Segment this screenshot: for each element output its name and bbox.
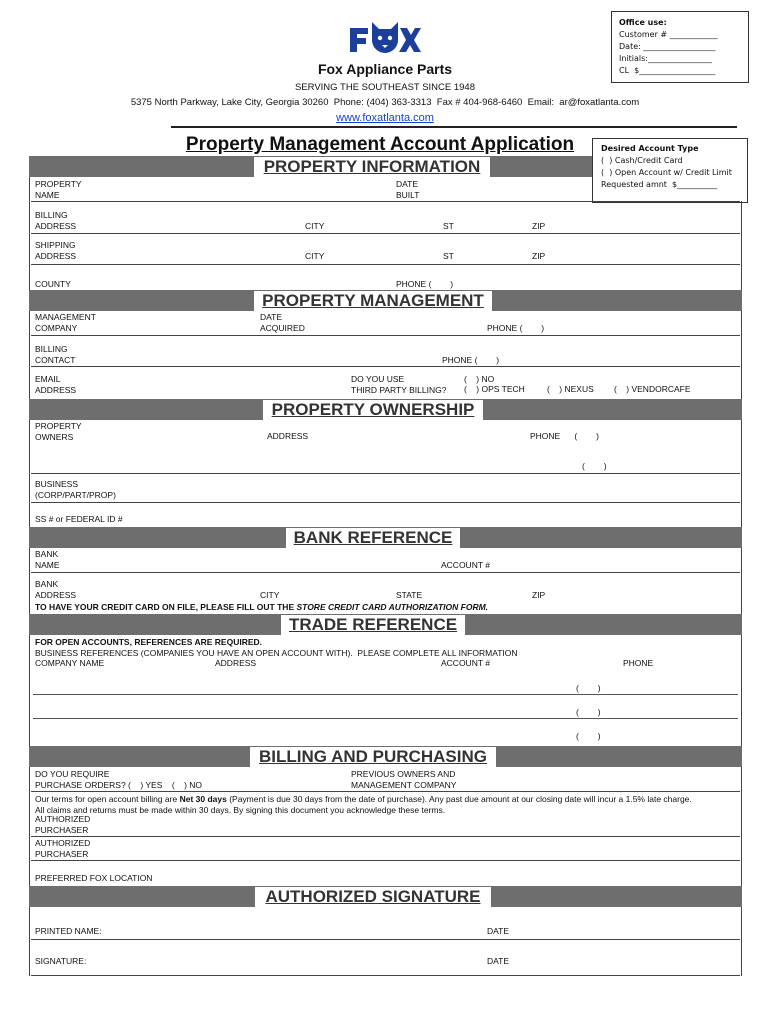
owner-address-label: ADDRESS — [267, 431, 309, 441]
fox-logo — [348, 16, 422, 56]
property-name-label: PROPERTY NAME — [35, 179, 82, 200]
tagline: SERVING THE SOUTHEAST SINCE 1948 — [294, 82, 476, 93]
city-label: CITY — [305, 251, 325, 261]
section-title-trade-ref: TRADE REFERENCE — [281, 615, 465, 635]
vendorcafe-option[interactable]: ( ) VENDORCAFE — [614, 384, 691, 394]
references-required-note: FOR OPEN ACCOUNTS, REFERENCES ARE REQUIRED. — [35, 637, 263, 647]
ops-tech-option[interactable]: ( ) OPS TECH — [464, 384, 525, 394]
form-border-left — [29, 156, 30, 976]
billing-contact-label: BILLING CONTACT — [35, 344, 76, 365]
date-acquired-label: DATE ACQUIRED — [260, 312, 305, 333]
row-line — [31, 502, 740, 503]
section-title-property-mgmt: PROPERTY MANAGEMENT — [254, 291, 492, 311]
trade-ref-phone-2: ( ) — [576, 707, 601, 717]
phone-label: PHONE ( ) — [442, 355, 500, 365]
preferred-location-label: PREFERRED FOX LOCATION — [35, 873, 153, 883]
billing-address-label: BILLING ADDRESS — [35, 210, 77, 231]
email-address-label: EMAIL ADDRESS — [35, 374, 77, 395]
terms-text-b: (Payment is due 30 days from the date of purchase). Any past due amount at our closing date will incur a 1.5% late charge. All claims and returns must be made within 30 days. By signing this document you acknowledge these terms. — [35, 794, 692, 815]
authorized-purchaser-label: AUTHORIZED PURCHASER — [35, 838, 91, 859]
row-line — [31, 335, 740, 336]
bank-address-label: BANK ADDRESS — [35, 579, 77, 600]
credit-card-note — [35, 602, 488, 612]
col-address: ADDRESS — [215, 658, 257, 668]
requested-amount-field[interactable]: Requested amnt $__________ — [601, 180, 718, 189]
row-line — [31, 572, 740, 573]
row-line — [31, 791, 740, 792]
purchase-orders-question: DO YOU REQUIRE PURCHASE ORDERS? ( ) YES ( ) NO — [35, 769, 203, 790]
col-company-name: COMPANY NAME — [35, 658, 105, 668]
account-type-title: Desired Account Type — [601, 144, 699, 153]
owner-phone-label: PHONE ( ) — [530, 431, 599, 441]
ss-federal-id-label: SS # or FEDERAL ID # — [35, 514, 123, 524]
header-rule — [171, 126, 737, 128]
row-line — [31, 939, 740, 940]
business-type-label: BUSINESS (CORP/PART/PROP) — [35, 479, 116, 500]
office-cl-field[interactable]: CL $___________________ — [619, 66, 716, 75]
st-label: ST — [443, 251, 454, 261]
zip-label: ZIP — [532, 251, 546, 261]
form-bottom-line — [31, 975, 740, 976]
col-account: ACCOUNT # — [441, 658, 490, 668]
address-line: 5375 North Parkway, Lake City, Georgia 30260 Phone: (404) 363-3313 Fax # 404-968-6460 Email: ar@foxatlanta.com — [130, 97, 640, 108]
row-line — [31, 836, 740, 837]
billing-terms — [35, 794, 700, 815]
phone-label: PHONE ( ) — [487, 323, 545, 333]
row-line — [31, 473, 740, 474]
section-title-signature: AUTHORIZED SIGNATURE — [255, 887, 491, 907]
section-title-property-own: PROPERTY OWNERSHIP — [263, 400, 483, 420]
references-instructions: BUSINESS REFERENCES (COMPANIES YOU HAVE AN OPEN ACCOUNT WITH). PLEASE COMPLETE ALL INFORMATION — [35, 648, 518, 658]
account-type-box — [592, 138, 748, 203]
authorized-purchaser-label: AUTHORIZED PURCHASER — [35, 814, 91, 835]
credit-card-note-text: TO HAVE YOUR CREDIT CARD ON FILE, PLEASE FILL OUT THE — [35, 602, 297, 612]
phone-label: PHONE ( ) — [396, 279, 454, 289]
bank-account-label: ACCOUNT # — [441, 560, 490, 570]
office-date-field[interactable]: Date: __________________ — [619, 42, 716, 51]
city-label: CITY — [305, 221, 325, 231]
third-party-billing-question: DO YOU USE THIRD PARTY BILLING? — [351, 374, 447, 395]
row-line — [31, 366, 740, 367]
date-built-label: DATE BUILT — [396, 179, 420, 200]
credit-card-form-link: STORE CREDIT CARD AUTHORIZATION FORM. — [296, 602, 489, 612]
st-label: ST — [443, 221, 454, 231]
row-line — [31, 233, 740, 234]
bank-zip-label: ZIP — [532, 590, 546, 600]
form-border-right — [741, 201, 742, 976]
company-name: Fox Appliance Parts — [317, 61, 453, 77]
printed-name-label: PRINTED NAME: — [35, 926, 102, 936]
office-use-title: Office use: — [619, 18, 667, 27]
fox-logo-icon — [348, 16, 422, 56]
bank-name-label: BANK NAME — [35, 549, 60, 570]
section-title-billing: BILLING AND PURCHASING — [250, 747, 496, 767]
zip-label: ZIP — [532, 221, 546, 231]
signature-date-label: DATE — [487, 956, 510, 966]
section-title-property-info: PROPERTY INFORMATION — [254, 157, 490, 177]
trade-ref-line-2[interactable] — [33, 718, 738, 719]
website-link[interactable]: www.foxatlanta.com — [336, 112, 434, 124]
row-line — [31, 201, 740, 202]
printed-date-label: DATE — [487, 926, 510, 936]
shipping-address-label: SHIPPING ADDRESS — [35, 240, 77, 261]
signature-label: SIGNATURE: — [35, 956, 87, 966]
form-title: Property Management Account Application — [185, 134, 575, 155]
row-line — [31, 860, 740, 861]
trade-ref-phone-1: ( ) — [576, 683, 601, 693]
cash-credit-option[interactable]: ( ) Cash/Credit Card — [601, 156, 683, 165]
management-company-label: MANAGEMENT COMPANY — [35, 312, 96, 333]
nexus-option[interactable]: ( ) NEXUS — [547, 384, 594, 394]
trade-ref-phone-3: ( ) — [576, 731, 601, 741]
row-line — [31, 264, 740, 265]
office-use-box — [611, 11, 749, 83]
open-account-option[interactable]: ( ) Open Account w/ Credit Limit — [601, 168, 732, 177]
property-owners-label: PROPERTY OWNERS — [35, 421, 82, 442]
owner-phone-extra: ( ) — [582, 461, 607, 471]
office-customer-field[interactable]: Customer # ____________ — [619, 30, 718, 39]
bank-state-label: STATE — [396, 590, 423, 600]
trade-ref-line-1[interactable] — [33, 694, 738, 695]
previous-owners-label: PREVIOUS OWNERS AND MANAGEMENT COMPANY — [351, 769, 457, 790]
terms-net-30: Net 30 days — [179, 794, 227, 804]
terms-text-a: Our terms for open account billing are — [35, 794, 180, 804]
bank-city-label: CITY — [260, 590, 280, 600]
section-title-bank-ref: BANK REFERENCE — [286, 528, 460, 548]
no-option[interactable]: ( ) NO — [464, 374, 495, 384]
office-initials-field[interactable]: Initials:________________ — [619, 54, 712, 63]
county-label: COUNTY — [35, 279, 71, 289]
col-phone: PHONE — [623, 658, 654, 668]
